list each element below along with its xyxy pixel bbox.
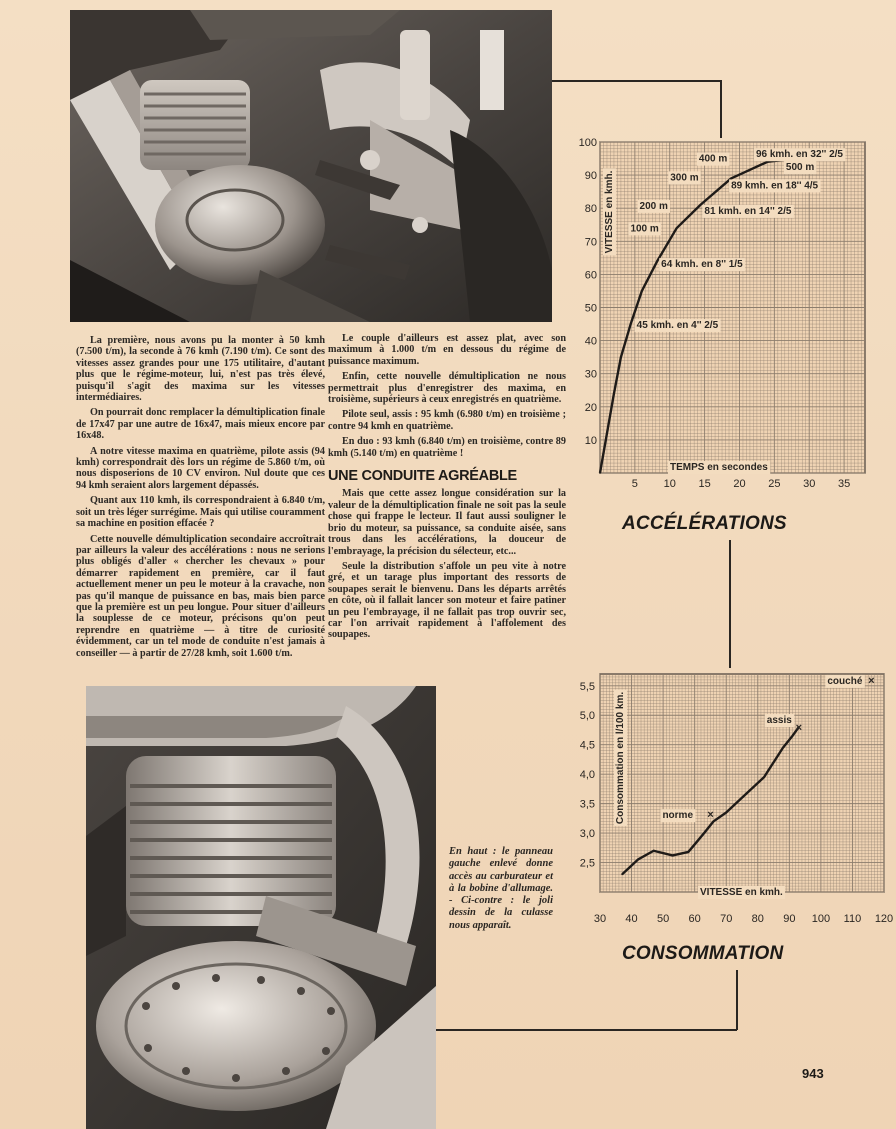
x-tick-label: 20: [733, 478, 746, 490]
x-axis-label: VITESSE en kmh.: [700, 887, 783, 898]
data-point: [703, 832, 705, 834]
acceleration-chart: [560, 130, 890, 500]
divider-line: [720, 80, 722, 138]
article-paragraph: Le couple d'ailleurs est assez plat, avec son maximum à 1.000 t/m en dessous du régime de puissance maximum.: [328, 333, 566, 367]
y-tick-label: 40: [584, 335, 597, 348]
section-heading: UNE CONDUITE AGRÉABLE: [328, 468, 517, 485]
y-tick-label: 60: [584, 269, 597, 282]
divider-line: [729, 540, 731, 668]
data-point: [688, 851, 690, 853]
point-annotation: 96 kmh. en 32'' 2/5: [755, 149, 843, 161]
x-tick-label: 80: [751, 913, 764, 925]
x-tick-label: 90: [783, 913, 796, 925]
point-annotation: 100 m: [630, 223, 659, 235]
point-label: assis: [766, 715, 792, 727]
y-tick-label: 80: [584, 203, 597, 216]
x-tick-label: 10: [663, 478, 676, 490]
data-point: [725, 812, 727, 814]
divider-line: [436, 1029, 737, 1031]
data-point: [763, 776, 765, 778]
y-tick-label: 100: [578, 137, 597, 149]
data-point: [656, 260, 658, 262]
y-tick-label: 70: [584, 236, 597, 249]
point-annotation: 45 kmh. en 4'' 2/5: [636, 320, 719, 332]
data-point: [751, 788, 753, 790]
divider-line: [552, 80, 722, 82]
data-point: [606, 432, 608, 434]
article-paragraph: A notre vitesse maxima en quatrième, pilote assis (94 kmh) correspondrait dès lors un régime de 5.860 t/m, où nous disposerions de 10 CV environ. Nul doute que ces 94 kmh seraient alors largement dépassés.: [76, 445, 325, 491]
y-tick-label: 3,0: [579, 828, 595, 841]
data-point: [672, 855, 674, 857]
x-tick-label: 100: [811, 913, 831, 925]
x-tick-label: 120: [874, 913, 894, 925]
article-paragraph: Cette nouvelle démultiplication secondaire accroîtrait par ailleurs la valeur des accélérations : nous ne serions plus obligés d'aller « chercher les chevaux » pour démarrer rapidement en première, car il faut actuellement mener un peu le moteur à la cravache, non pas qu'il manque de puissance en bas, mais bien parce que la première est un peu longue. Pour situer d'ailleurs la souplesse de ce moteur, précisons qu'on peut reprendre en quatrième — à titre de curiosité évidemment, car un tel mode de conduite n'est jamais à conseiller — à partir de 27/28 kmh, soit 1.600 t/m.: [76, 533, 325, 659]
data-point: [782, 747, 784, 749]
article-column-middle: [328, 333, 566, 645]
y-tick-label: 5,0: [579, 710, 595, 723]
x-tick-label: 15: [698, 478, 711, 490]
point-annotation: 81 kmh. en 14'' 2/5: [704, 205, 792, 217]
point-label: norme: [662, 810, 694, 822]
point-annotation: 64 kmh. en 8'' 1/5: [661, 259, 743, 271]
engine-photo: [70, 10, 552, 322]
y-tick-label: 10: [584, 434, 597, 447]
x-tick-label: 35: [837, 478, 851, 490]
x-tick-label: 5: [631, 478, 638, 490]
photo-caption: En haut : le panneau gauche enlevé donne accès au carburateur et à la bobine d'allumage. - Ci-contre : le joli dessin de la culasse nous apparaît.: [449, 846, 553, 931]
x-tick-label: 50: [656, 913, 670, 925]
data-point: [738, 800, 740, 802]
x-tick-label: 40: [625, 913, 638, 925]
divider-line: [736, 970, 738, 1030]
point-marker: ×: [707, 809, 714, 822]
y-tick-label: 2,5: [579, 857, 595, 870]
x-tick-label: 70: [720, 913, 733, 925]
article-paragraph: Quant aux 110 kmh, ils correspondraient à 6.840 t/m, soit un très léger surrégime. Mais qui utilise couramment sa machine en position effacée ?: [76, 495, 325, 530]
data-point: [621, 874, 623, 876]
x-tick-label: 30: [593, 913, 607, 925]
article-paragraph: Enfin, cette nouvelle démultiplication ne nous permettrait plus d'enregistrer des maxima, en troisième, supérieurs à ceux enregistrés en quatrième.: [328, 371, 566, 406]
x-tick-label: 60: [688, 913, 701, 925]
article-paragraph: Mais que cette assez longue considération sur la valeur de la démultiplication finale ne soit pas la seule chose qui frappe le lecteur. Il faut aussi souligner le brio du moteur, sa puissance, sa conduite aisée, sans trous dans les accélérations, la douceur de l'embrayage, la précision du sélecteur, etc...: [328, 488, 566, 557]
data-point: [700, 204, 702, 206]
y-axis-label: VITESSE en kmh.: [604, 170, 615, 254]
article-column-left: [76, 335, 325, 663]
y-axis-label: Consommation en l/100 km.: [615, 691, 626, 825]
y-tick-label: 4,5: [579, 739, 595, 752]
data-point: [676, 227, 678, 229]
point-marker: ×: [868, 674, 875, 687]
page-number: 943: [802, 1066, 824, 1081]
cylinder-head-photo: [86, 686, 436, 1129]
data-point: [599, 472, 601, 474]
data-point: [767, 161, 769, 163]
y-tick-label: 90: [584, 170, 597, 183]
data-point: [730, 178, 732, 180]
y-tick-label: 5,5: [579, 680, 595, 693]
article-paragraph: Pilote seul, assis : 95 kmh (6.980 t/m) en troisième ; contre 94 kmh en quatrième.: [328, 409, 566, 432]
data-point: [641, 290, 643, 292]
data-point: [613, 393, 615, 395]
x-tick-label: 110: [843, 913, 862, 925]
point-annotation: 500 m: [785, 162, 815, 174]
point-label: couché: [827, 675, 863, 687]
article-paragraph: En duo : 93 kmh (6.840 t/m) en troisième, contre 89 kmh (5.140 t/m) en quatrième !: [328, 436, 566, 459]
point-annotation: 89 kmh. en 18'' 4/5: [731, 180, 819, 192]
y-tick-label: 3,5: [579, 798, 595, 811]
y-tick-label: 4,0: [579, 769, 595, 782]
article-paragraph: La première, nous avons pu la monter à 50 kmh (7.500 t/m), la seconde à 76 kmh (7.190 t/m). Ce sont des vitesses assez grandes pour une 175 utilitaire, d'autant plus que le régime-moteur, lui, n'est pas très élevé, puisqu'il s'agit des maxima sur les vitesses intermédiaires.: [76, 335, 325, 404]
point-annotation: 300 m: [670, 172, 699, 184]
data-point: [792, 735, 794, 737]
data-point: [620, 356, 622, 358]
data-point: [637, 859, 639, 861]
point-annotation: 400 m: [698, 153, 728, 165]
data-point: [773, 762, 775, 764]
article-paragraph: On pourrait donc remplacer la démultiplication finale de 17x47 par une autre de 16x47, mais mieux encore par 16x48.: [76, 407, 325, 442]
article-paragraph: Seule la distribution s'affole un peu vite à notre gré, et un tarage plus important des ressorts de soupapes serait le bienvenu. Dans les départs arrêtés en côte, où il fallait lancer son moteur et faire patiner un peu l'embrayage, il ne fallait pas trop ouvrir sec, car l'on arrivait rapidement à l'affolement des soupapes.: [328, 560, 566, 641]
x-axis-label: TEMPS en secondes: [670, 462, 768, 473]
x-tick-label: 30: [803, 478, 816, 490]
y-tick-label: 30: [584, 368, 597, 381]
point-annotation: 200 m: [639, 200, 668, 212]
point-marker: ×: [795, 722, 803, 735]
y-tick-label: 50: [584, 302, 597, 315]
data-point: [630, 323, 632, 325]
data-point: [653, 850, 655, 852]
x-tick-label: 25: [768, 478, 781, 490]
acceleration-chart-title: ACCÉLÉRATIONS: [622, 513, 787, 534]
consumption-chart-title: CONSOMMATION: [622, 943, 784, 964]
consumption-chart: [560, 660, 896, 930]
y-tick-label: 20: [584, 401, 597, 414]
